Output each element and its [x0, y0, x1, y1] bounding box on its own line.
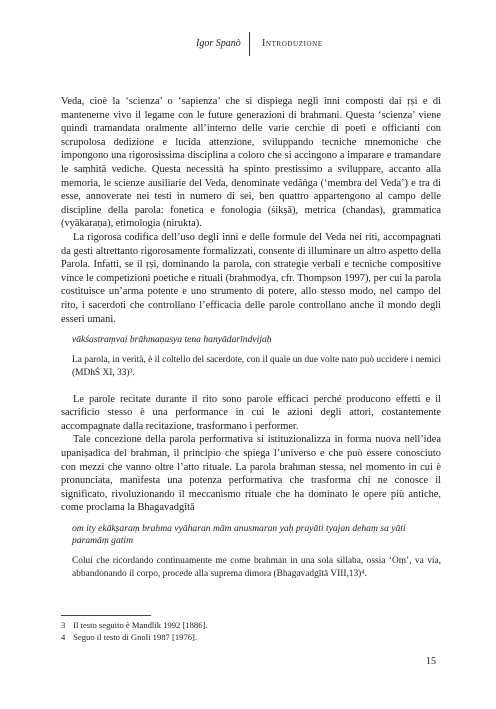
header-author: Igor Spanò — [196, 38, 241, 49]
sanskrit-quote-2: om ity ekākṣaraṃ brahma vyāharan mām anusmaran yaḥ prayāti tyajan dehaṃ sa yāti paramāṃ gatim — [72, 523, 406, 547]
paragraph-3: Le parole recitate durante il rito sono parole efficaci perché producono effetti e il sacrificio stesso è una performance in cui le azioni degli attori, costantemente accompagnate dalla recitazione, trasformano i performer. — [61, 393, 441, 432]
footnote-text: Il testo seguito è Mandlik 1992 [1886]. — [73, 620, 208, 630]
quote-translation-2: Colui che ricordando continuamente me come brahman in una sola sillaba, ossia ‘Oṃ’, va via, abbandonando il corpo, procede alla suprema dimora (Bhagavadgītā VIII,13)⁴. — [72, 556, 441, 579]
footnote — [61, 620, 441, 632]
paragraph-1: Veda, cioè la ‘scienza’ o ‘sapienza’ che si dispiega negli inni composti dai ṛṣi e di mantenerne vivo il legame con le future generazioni di brahmani. Questa ‘scienza’ viene quindi tramandata oralmente all’interno delle varie cerchie di poeti e officianti con scrupolosa dedizione e lucida attenzione, sviluppando tecniche mnemoniche che impongono una rigorosissima disciplina a coloro che si accingono a imparare e tramandare le saṃhitā vediche. Questa necessità ha spinto prestissimo a sviluppare, accanto alla memoria, le scienze ausiliarie del Veda, denominate vedāṅga (‘membra del Veda’) e tra di esse, annoverate nei testi in numero di sei, ben quattro appartengono al campo delle discipline della parola: fonetica e fonologia (śikṣā), metrica (chandas), grammatica (vyākaraṇa), etimologia (nirukta). — [61, 96, 441, 230]
header-separator — [249, 32, 250, 56]
running-header — [0, 32, 496, 62]
paragraph-2: La rigorosa codifica dell’uso degli inni e delle formule del Veda nei riti, accompagnati da gesti altrettanto rigorosamente formalizzati, consente di illuminare un altro aspetto della Parola. Infatti, se il ṛṣi, dominando la parola, con strategie verbali e tecniche compositive vince le competizioni poetiche e rituali (brahmodya, cfr. Thompson 1997), per cui la parola costituisce un’arma potente e uno strumento di potere, allo stesso modo, nel campo del rito, i sacerdoti che controllano l’efficacia delle parole controllano anche il mondo degli esseri umani. — [61, 231, 441, 325]
paragraph-4: Tale concezione della parola performativa si istituzionalizza in forma nuova nell’idea upaniṣadica del brahman, il principio che spiega l’universo e che può essere conosciuto con mezzi che vanno oltre l’atto rituale. La parola brahman stessa, nel momento in cui è pronunciata, manifesta una potenza performativa che trasforma chi ne conosce il significato, rivoluzionando il meccanismo rituale che ha dominato le opere più antiche, come proclama la Bhagavadgītā — [61, 434, 441, 514]
footnote-rule — [61, 615, 151, 616]
main-text — [61, 95, 441, 581]
page-number: 15 — [426, 656, 436, 667]
sanskrit-quote-1: vākśastraṃvai brāhmaṇasya tena hanyādarīndvijaḥ — [72, 334, 272, 346]
footnote-number: 3 — [61, 620, 66, 630]
footnote-text: Seguo il testo di Gnoli 1987 [1976]. — [73, 631, 198, 642]
footnote — [61, 632, 441, 644]
footnote-number: 4 — [61, 631, 66, 642]
header-section-title: Introduzione — [262, 38, 323, 49]
footnotes — [61, 620, 441, 643]
quote-translation-1: La parola, in verità, è il coltello del sacerdote, con il quale un due volte nato può uccidere i nemici (MDhŚ XI, 33)³. — [72, 355, 441, 378]
